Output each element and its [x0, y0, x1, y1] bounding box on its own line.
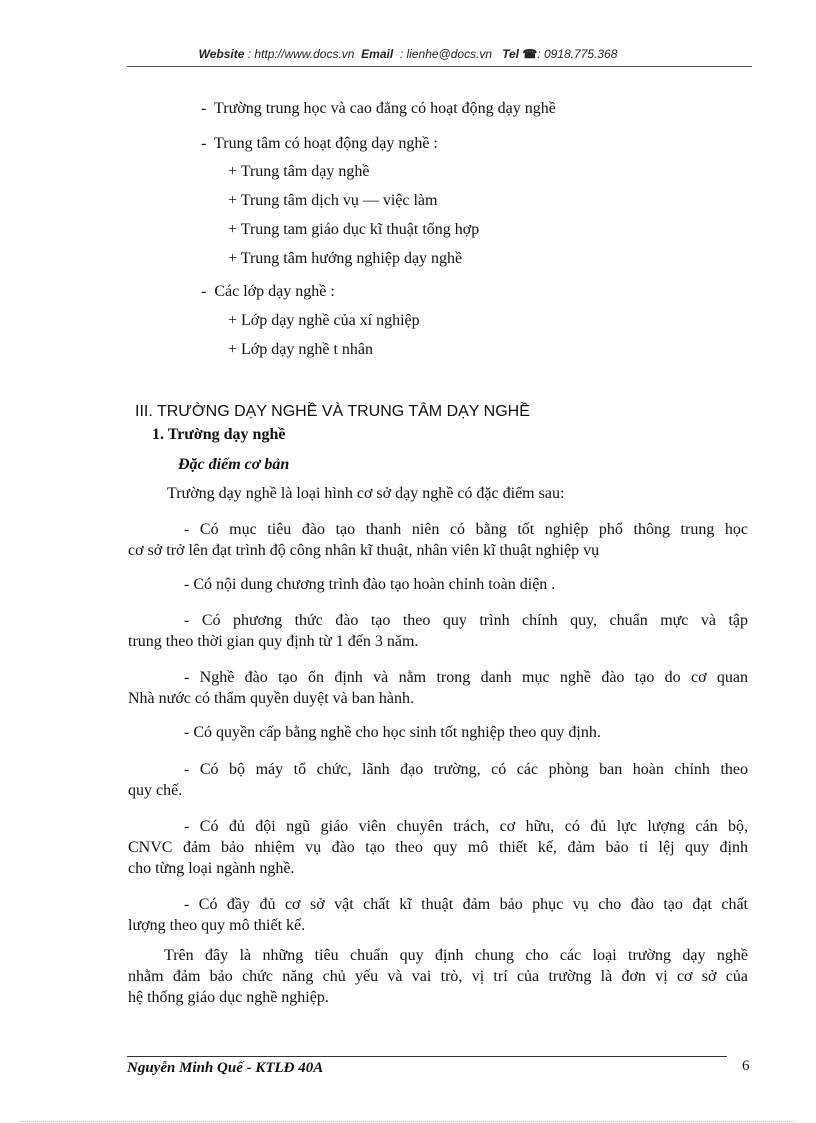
paragraph: - Nghề đào tạo ổn định và nằm trong danh mục nghề đào tạo do cơ quan Nhà nước có thẩm quyền duyệt và ban hành. — [128, 669, 749, 707]
list-item: - Các lớp dạy nghề : — [201, 283, 335, 300]
section-heading: III. TRƯỜNG DẠY NGHỀ VÀ TRUNG TÂM DẠY NGHỀ — [135, 403, 530, 420]
paragraph: - Có mục tiêu đào tạo thanh niên có bằng tốt nghiệp phổ thông trung học cơ sở trở lên đạt trình độ công nhân kĩ thuật, nhân viên kĩ thuật nghiệp vụ — [128, 521, 749, 559]
sub-list-item: + Trung tâm dịch vụ — việc làm — [228, 192, 438, 209]
email-value: : lienhe@docs.vn — [399, 47, 493, 61]
sub-list-item: + Lớp dạy nghề của xí nghiệp — [228, 312, 420, 329]
page-edge-divider — [20, 1121, 796, 1122]
paragraph: - Có quyền cấp bằng nghề cho học sinh tốt nghiệp theo quy định. — [184, 724, 601, 741]
paragraph: - Có đủ đội ngũ giáo viên chuyên trách, cơ hữu, có đủ lực lượng cán bộ, CNVC đảm bảo nhiệm vụ đào tạo theo quy mô thiết kế, đảm bảo tỉ lệj quy định cho từng loại ngành nghề. — [128, 818, 748, 877]
list-item: - Trung tâm có hoạt động dạy nghề : — [201, 135, 438, 152]
sub-list-item: + Trung tam giáo dục kĩ thuật tổng hợp — [228, 221, 480, 238]
paragraph: Trên đây là những tiêu chuẩn quy định chung cho các loại trường dạy nghề nhằm đảm bảo chức năng chủ yếu và vai trò, vị trí của trường là đơn vị cơ sở của hệ thống giáo dục nghề nghiệp. — [128, 947, 748, 1006]
header-rule — [127, 66, 752, 67]
sub-list-item: + Lớp dạy nghề t nhân — [228, 341, 374, 358]
intro-text: Trường dạy nghề là loại hình cơ sở dạy nghề có đặc điểm sau: — [167, 485, 565, 502]
paragraph: - Có bộ máy tổ chức, lãnh đạo trường, có các phòng ban hoàn chỉnh theo quy chế. — [128, 761, 749, 799]
paragraph: - Có nội dung chương trình đào tạo hoàn chỉnh toàn diện . — [184, 576, 556, 593]
page-number: 6 — [742, 1058, 750, 1074]
email-label: Email — [361, 47, 394, 61]
page-header — [0, 47, 816, 61]
footer-rule — [127, 1056, 727, 1057]
tel-value: : 0918.775.368 — [537, 47, 618, 61]
footer-author: Nguyễn Minh Quế - KTLĐ 40A — [127, 1060, 324, 1076]
list-item: - Trường trung học và cao đẳng có hoạt động dạy nghề — [201, 100, 556, 117]
paragraph: - Có đầy đủ cơ sở vật chất kĩ thuật đảm bảo phục vụ cho đào tạo đạt chất lượng theo quy mô thiết kế. — [128, 896, 748, 934]
italic-heading: Đặc điểm cơ bản — [178, 456, 290, 473]
website-label: Website — [198, 47, 245, 61]
website-value: : http://www.docs.vn — [247, 47, 355, 61]
paragraph: - Có phương thức đào tạo theo quy trình chính quy, chuẩn mực và tập trung theo thời gian quy định từ 1 đến 3 năm. — [128, 612, 749, 650]
sub-list-item: + Trung tâm hướng nghiệp dạy nghề — [228, 250, 463, 267]
tel-label: Tel — [502, 47, 519, 61]
sub-list-item: + Trung tâm dạy nghề — [228, 163, 370, 180]
subsection-heading: 1. Trường dạy nghề — [152, 426, 286, 443]
phone-icon: ☎ — [522, 47, 538, 61]
